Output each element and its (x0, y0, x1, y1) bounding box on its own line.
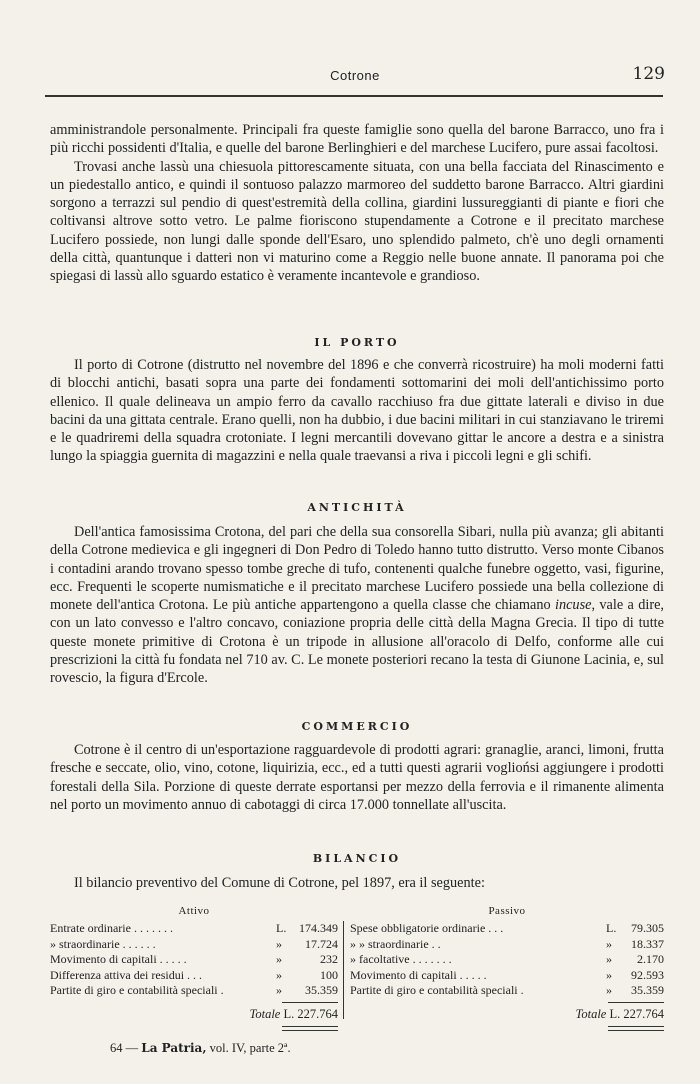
passivo-heading: Passivo (488, 905, 526, 917)
paragraph (50, 523, 664, 688)
row-currency: L. (276, 921, 287, 935)
row-label: Partite di giro e contabilità speciali . (50, 983, 224, 997)
commercio-text (50, 741, 664, 814)
row-currency: » (276, 967, 282, 982)
row-label: » straordinarie . . . . . . (50, 936, 156, 951)
running-header (45, 62, 665, 92)
double-rule (282, 1026, 338, 1031)
row-label: » facoltative . . . . . . . (350, 952, 452, 966)
row-amount: 35.359 (631, 983, 664, 997)
row-amount: 17.724 (305, 936, 338, 951)
total-currency: L. (609, 1007, 621, 1021)
row-label: Partite di giro e contabilità speciali . (350, 983, 524, 997)
row-currency: L. (606, 921, 617, 935)
row-amount: 35.359 (305, 983, 338, 997)
paragraph: Il bilancio preventivo del Comune di Cotrone, pel 1897, era il seguente: (74, 875, 485, 891)
intro-text (50, 121, 664, 286)
row-amount: 79.305 (631, 921, 664, 935)
section-heading-antichita: ANTICHITÀ (307, 501, 407, 514)
section-heading-bilancio: BILANCIO (312, 852, 402, 865)
footer-suffix: vol. IV, parte 2ª. (206, 1041, 291, 1055)
table-row (50, 937, 338, 953)
text-run: Dell'antica famosissima Crotona, del pari che della sua consorella Sibari, nulla più avanza; gli abitanti della Cotrone medievica e gli ingegneri di Don Pedro di Toledo hanno tutto distrutto. Verso monte Cibanos i contadini arando trovano spesso tombe greche di tufo, contenenti qualche funebre oggetto, vasi, figurine, ecc. Frequenti le scoperte numismatiche e il precitato marchese Lucifero possiede una bella collezione di monete dell'antica Crotona. Le più antiche appartengono a quella classe che chiamano (50, 524, 664, 614)
total-rule (282, 1002, 338, 1003)
table-row (50, 952, 338, 968)
table-row (350, 921, 664, 937)
row-label: » » straordinarie . . (350, 936, 441, 951)
footer-signature (110, 1041, 291, 1056)
double-rule (608, 1026, 664, 1031)
total-amount: 227.764 (297, 1007, 338, 1021)
row-currency: » (606, 952, 612, 966)
row-currency: » (606, 967, 612, 982)
section-heading-porto: IL PORTO (314, 336, 400, 349)
row-currency: » (276, 952, 282, 966)
row-amount: 232 (320, 952, 338, 966)
row-amount: 2.170 (637, 952, 664, 966)
passivo-column (350, 905, 664, 1021)
total-rule (608, 1002, 664, 1003)
row-currency: » (276, 983, 282, 997)
table-row (50, 921, 338, 937)
bilancio-intro (50, 874, 664, 892)
total-amount: 227.764 (623, 1007, 664, 1021)
row-label: Movimento di capitali . . . . . (350, 967, 487, 982)
total-currency: L. (283, 1007, 295, 1021)
footer-title: La Patria, (141, 1041, 207, 1055)
porto-text (50, 356, 664, 466)
running-title: Cotrone (330, 68, 380, 83)
paragraph: Cotrone è il centro di un'esportazione ragguardevole di prodotti agrari: granaglie, aranci, limoni, frutta fresche e seccate, olio, vino, cotone, liquirizia, ecc., ed a tutti questi agrarii vogliońsi aggiungere i prodotti forestali della Sila. Porzione di queste derrate esportansi per mezzo della ferrovia e il rimanente alimenta nel porto un movimento annuo di cabotaggi di circa 17.000 tonnellate all'uscita. (50, 742, 664, 813)
row-currency: » (606, 983, 612, 997)
paragraph: Trovasi anche lassù una chiesuola pittorescamente situata, con una bella facciata del Rinascimento e un piedestallo antico, e quindi il sontuoso palazzo marmoreo del suddetto barone Barracco. Altri giardini sorgono a terrazzi sul pendio di quest'estremità della collina, giardini lussureggianti di piante e fiori che coltivansi altrove sotto vetro. Le palme fioriscono stupendamente a Cotrone e il precitato marchese Lucifero possiede, non lungi dalle sponde dell'Esaro, uno splendido palmeto, ch'è uno degli ornamenti della città, quantunque i datteri non vi maturino come a Reggio nelle buone annate. Il panorama poi che spiegasi di lassù allo sguardo estatico è veramente incantevole e grandioso. (50, 158, 664, 285)
attivo-column (50, 905, 338, 1021)
row-label: Spese obbligatorie ordinarie . . . (350, 921, 504, 935)
antichita-text (50, 523, 664, 688)
total-label: Totale (249, 1007, 281, 1021)
text-run: , vale a dire, con un lato convesso e l'altro concavo, coniazione propria delle città della Magna Grecia. Il tipo di tutte queste monete primitive di Crotona è un tripode in allusione all'oracolo di Delfo, conforme alle cui prescrizioni la città fu fondata nel 710 av. C. Le monete posteriori recano la testa di Giunone Lacinia, e, sul rovescio, la figura d'Ercole. (50, 597, 664, 687)
attivo-total (250, 1007, 338, 1022)
row-amount: 92.593 (631, 967, 664, 982)
table-row (350, 952, 664, 968)
table-row (350, 983, 664, 999)
table-row (50, 983, 338, 999)
row-amount: 18.337 (631, 936, 664, 951)
paragraph: Il porto di Cotrone (distrutto nel novembre del 1896 e che converrà ricostruire) ha moli moderni fatti di blocchi antichi, basati sopra una parte dei fondamenti sottomarini dei moli dell'antichissimo porto ellenico. Il quale delineava un ampio ferro da cavallo racchiuso fra due gittate laterali e diviso in due bacini da una gittata centrale. Erano quelli, non ha dubbio, i due bacini militari in cui stanziavano le triremi e le quadriremi della squadra crotoniate. I legni mercantili dovevano gittar le ancore a destra e a sinistra lungo la spiaggia guernita di magazzini e nella quale traevansi a riva i piccoli legni e gli schifi. (50, 357, 664, 465)
row-amount: 100 (320, 967, 338, 982)
footer-prefix: 64 — (110, 1041, 142, 1055)
attivo-heading: Attivo (178, 905, 210, 917)
header-rule (45, 95, 663, 97)
total-label: Totale (575, 1007, 607, 1021)
row-currency: » (276, 936, 282, 951)
row-label: Differenza attiva dei residui . . . (50, 967, 203, 982)
table-row (350, 968, 664, 984)
table-row (350, 937, 664, 953)
row-label: Entrate ordinarie . . . . . . . (50, 921, 173, 935)
paragraph: amministrandole personalmente. Principali fra queste famiglie sono quella del barone Barracco, uno fra i più ricchi possidenti d'Italia, e quelle del barone Berlinghieri e del marchese Lucifero, pure assai facoltosi. (50, 122, 664, 157)
table-row (50, 968, 338, 984)
italic-term: incuse (554, 597, 592, 614)
section-heading-commercio: COMMERCIO (301, 720, 413, 733)
page-number: 129 (632, 64, 665, 84)
row-amount: 174.349 (299, 921, 338, 935)
row-label: Movimento di capitali . . . . . (50, 952, 187, 966)
passivo-total (576, 1007, 664, 1022)
row-currency: » (606, 936, 612, 951)
column-divider (343, 921, 344, 1019)
